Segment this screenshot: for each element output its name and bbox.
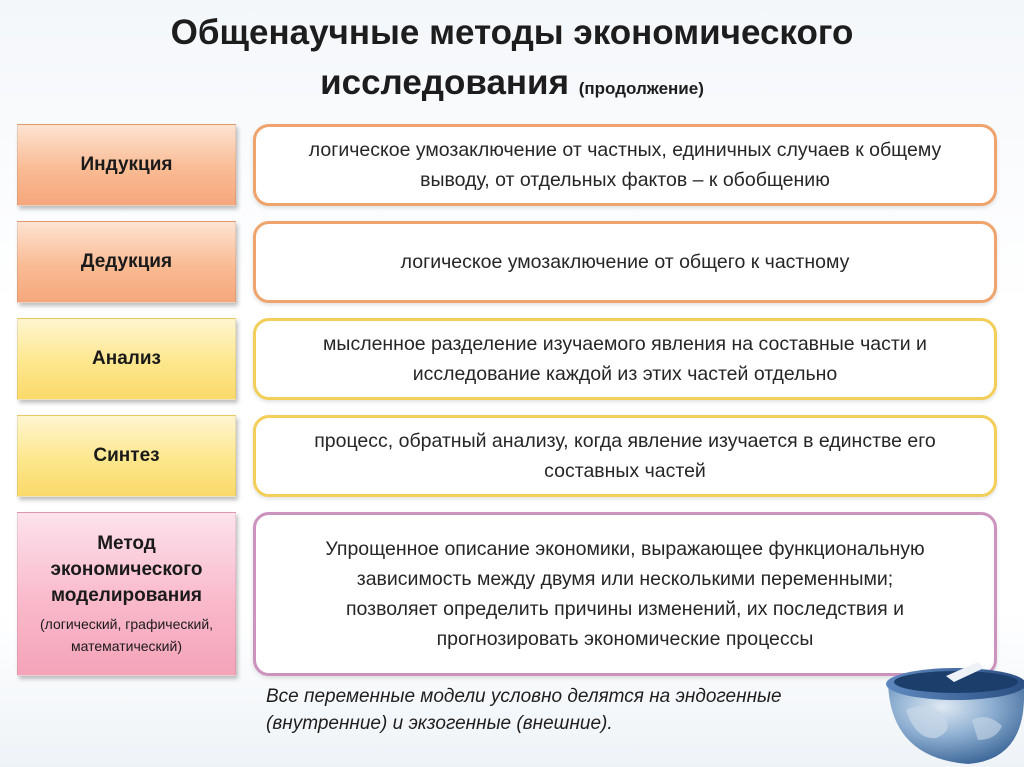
method-note: (логический, графический, математический) — [39, 616, 214, 654]
globe-bowl-icon — [876, 640, 1024, 767]
method-label-deduction — [17, 221, 236, 303]
method-description-text: Упрощенное описание экономики, выражающее функциональную зависимость между двумя или несколькими переменными; позволяет определить причины изменений, их последствия и прогнозировать экономические процессы — [325, 538, 925, 650]
method-description-text: процесс, обратный анализу, когда явление изучается в единстве его составных частей — [314, 430, 936, 482]
method-name: Индукция — [80, 154, 173, 175]
title-line-1: Общенаучные методы экономического — [170, 13, 854, 52]
method-description-deduction — [253, 221, 997, 303]
slide-title — [0, 8, 1024, 114]
method-description-text: мысленное разделение изучаемого явления на составные части и исследование каждой из этих частей отдельно — [323, 333, 927, 385]
method-label-modeling — [17, 512, 236, 676]
title-suffix: (продолжение) — [578, 79, 704, 98]
method-name: Синтез — [93, 445, 160, 466]
method-description-synthesis — [253, 415, 997, 497]
method-description-analysis — [253, 318, 997, 400]
method-name: Анализ — [92, 348, 161, 369]
title-main: исследования — [320, 63, 569, 102]
footnote: Все переменные модели условно делятся на эндогенные (внутренние) и экзогенные (внешние). — [266, 686, 782, 734]
method-name: Дедукция — [80, 251, 173, 272]
method-label-analysis — [17, 318, 236, 400]
method-description-induction — [253, 124, 997, 206]
method-name: Метод экономического моделирования — [50, 533, 203, 606]
method-description-text: логическое умозаключение от общего к частному — [400, 251, 850, 273]
method-label-induction — [17, 124, 236, 206]
method-label-synthesis — [17, 415, 236, 497]
title-line-2 — [0, 58, 1024, 114]
method-description-text: логическое умозаключение от частных, единичных случаев к общему выводу, от отдельных фактов – к обобщению — [308, 139, 942, 191]
